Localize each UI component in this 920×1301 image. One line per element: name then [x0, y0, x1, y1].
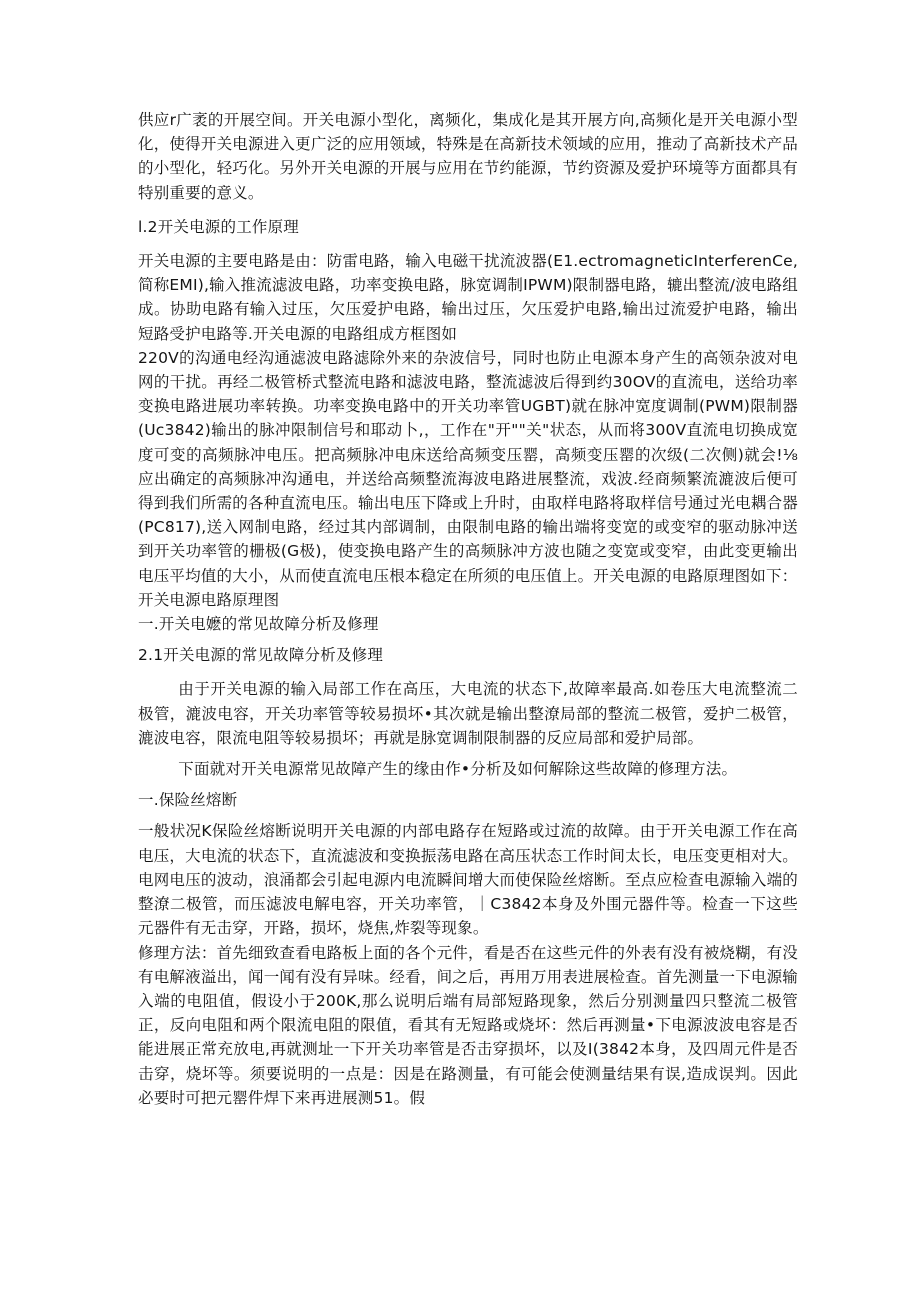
figure-caption-circuit-diagram: 开关电源电路原理图 [138, 590, 280, 609]
document-body [138, 108, 798, 1110]
paragraph-fuse-description: 一般状况K保险丝熔断说明开关电源的内部电路存在短路或过流的故障。由于开关电源工作在高电压，大电流的状态下，直流滤波和变换振荡电路在高压状态工作时间太长，电压变更相对大。电网电压的波动，浪涌都会引起电源内电流瞬间增大而使保险丝熔断。至点应检查电源输入端的整潦二极管，而压滤波电解电容，开关功率管，｜C3842本身及外围元器件等。检查一下这些元器件有无击穿，开路，损坏，烧焦,炸裂等现象。 [138, 822, 798, 938]
paragraph-intro: 供应r广袤的开展空间。开关电源小型化，离频化，集成化是其开展方向,高频化是开关电源小型化，使得开关电源进入更广泛的应用领域，特殊是在高新技术领域的应用，推动了高新技术产品的小型化，轻巧化。另外开关电源的开展与应用在节约能源，节约资源及爱护环境等方面都具有特别重要的意义。 [138, 111, 798, 202]
paragraph-main-circuits: 开关电源的主要电路是由：防雷电路，输入电磁干扰流波器(E1.ectromagneticInterferenCe,简称EMI),输入推流滤波电路，功率变换电路，脉宽调制IPWM)限制器电路，辘出整流/波电路组成。协助电路有输入过压，欠压爱护电路，输出过压，欠压爱护电路,输出过流爱护电路，输出短路受护电路等.开关电源的电路组成方框图如 [138, 252, 799, 343]
section-heading-1-2: l.2开关电源的工作原理 [138, 217, 299, 236]
section-heading-faults: 一.开关电嬷的常见故障分析及修理 [138, 615, 379, 634]
paragraph-fault-rate: 由于开关电源的输入局部工作在高压，大电流的状态下,故障率最高.如卷压大电流整流二极管，漉波电容，开关功率管等较易损坏•其次就是输出整潦局部的整流二极管，爱护二极管，漉波电容，限流电阻等较易损坏；再就是脉宽调制限制器的反应局部和爱护局部。 [138, 680, 798, 747]
paragraph-fault-intro: 下面就对开关电源常见故障产生的缘由作•分析及如何解除这些故障的修理方法。 [178, 760, 738, 779]
paragraph-working-principle: 220V的沟通电经沟通滤波电路滤除外来的杂波信号，同时也防止电源本身产生的高领杂波对电网的干扰。再经二极管桥式整流电路和滤波电路，整流滤波后得到约30OV的直流电，送给功率变换电路进展功率转换。功率变换电路中的开关功率管UGBT)就在脉冲宽度调制(PWM)限制器(Uc3842)输出的脉冲限制信号和耶动卜,，工作在"开""关"状态，从而将300V直流电切换成宽度可变的高频脉冲电压。把高频脉冲电床送给高频变压罂，高频变压罂的次级(二次侧)就会!⅛应出确定的高频脉冲沟通电，并送给高频整流海波电路进展整流，戏波.经商频繁流漉波后便可得到我们所需的各种直流电压。输出电压下降或上升时，由取样电路将取样信号通过光电耦合器(PC817),送入网制电路，经过其内部调制，由限制电路的输出端将变宽的或变窄的驱动脉冲送到开关功率管的栅极(G极)，使变换电路产生的高频脉冲方波也随之变宽或变窄，由此变更输出电压平均值的大小，从而使直流电压根本稳定在所须的电压值上。开关电源的电路原理图如下： [138, 348, 798, 585]
section-heading-2-1: 2.1开关电源的常见故障分析及修理 [138, 646, 384, 665]
section-heading-fuse: 一.保险丝熔断 [138, 791, 238, 810]
paragraph-repair-method: 修理方法：首先细致查看电路板上面的各个元件，看是否在这些元件的外表有没有被烧糊，有没有电解液溢出，闻一闻有没有异味。经看，间之后，再用万用表进展检查。首先测量一下电源输入端的电阻值，假设小于200K,那么说明后端有局部短路现象，然后分别测量四只整流二极管正，反向电阻和两个限流电阻的限值，看其有无短路或烧坏：然后再测量•下电源波波电容是否能进展正常充放电,再就测址一下开关功率管是否击穿损坏，以及I(3842本身，及四周元件是否击穿，烧坏等。须要说明的一点是：因是在路测量，有可能会使测量结果有误,造成误判。因此必要时可把元罂件焊下来再进展测51。假 [138, 943, 798, 1107]
